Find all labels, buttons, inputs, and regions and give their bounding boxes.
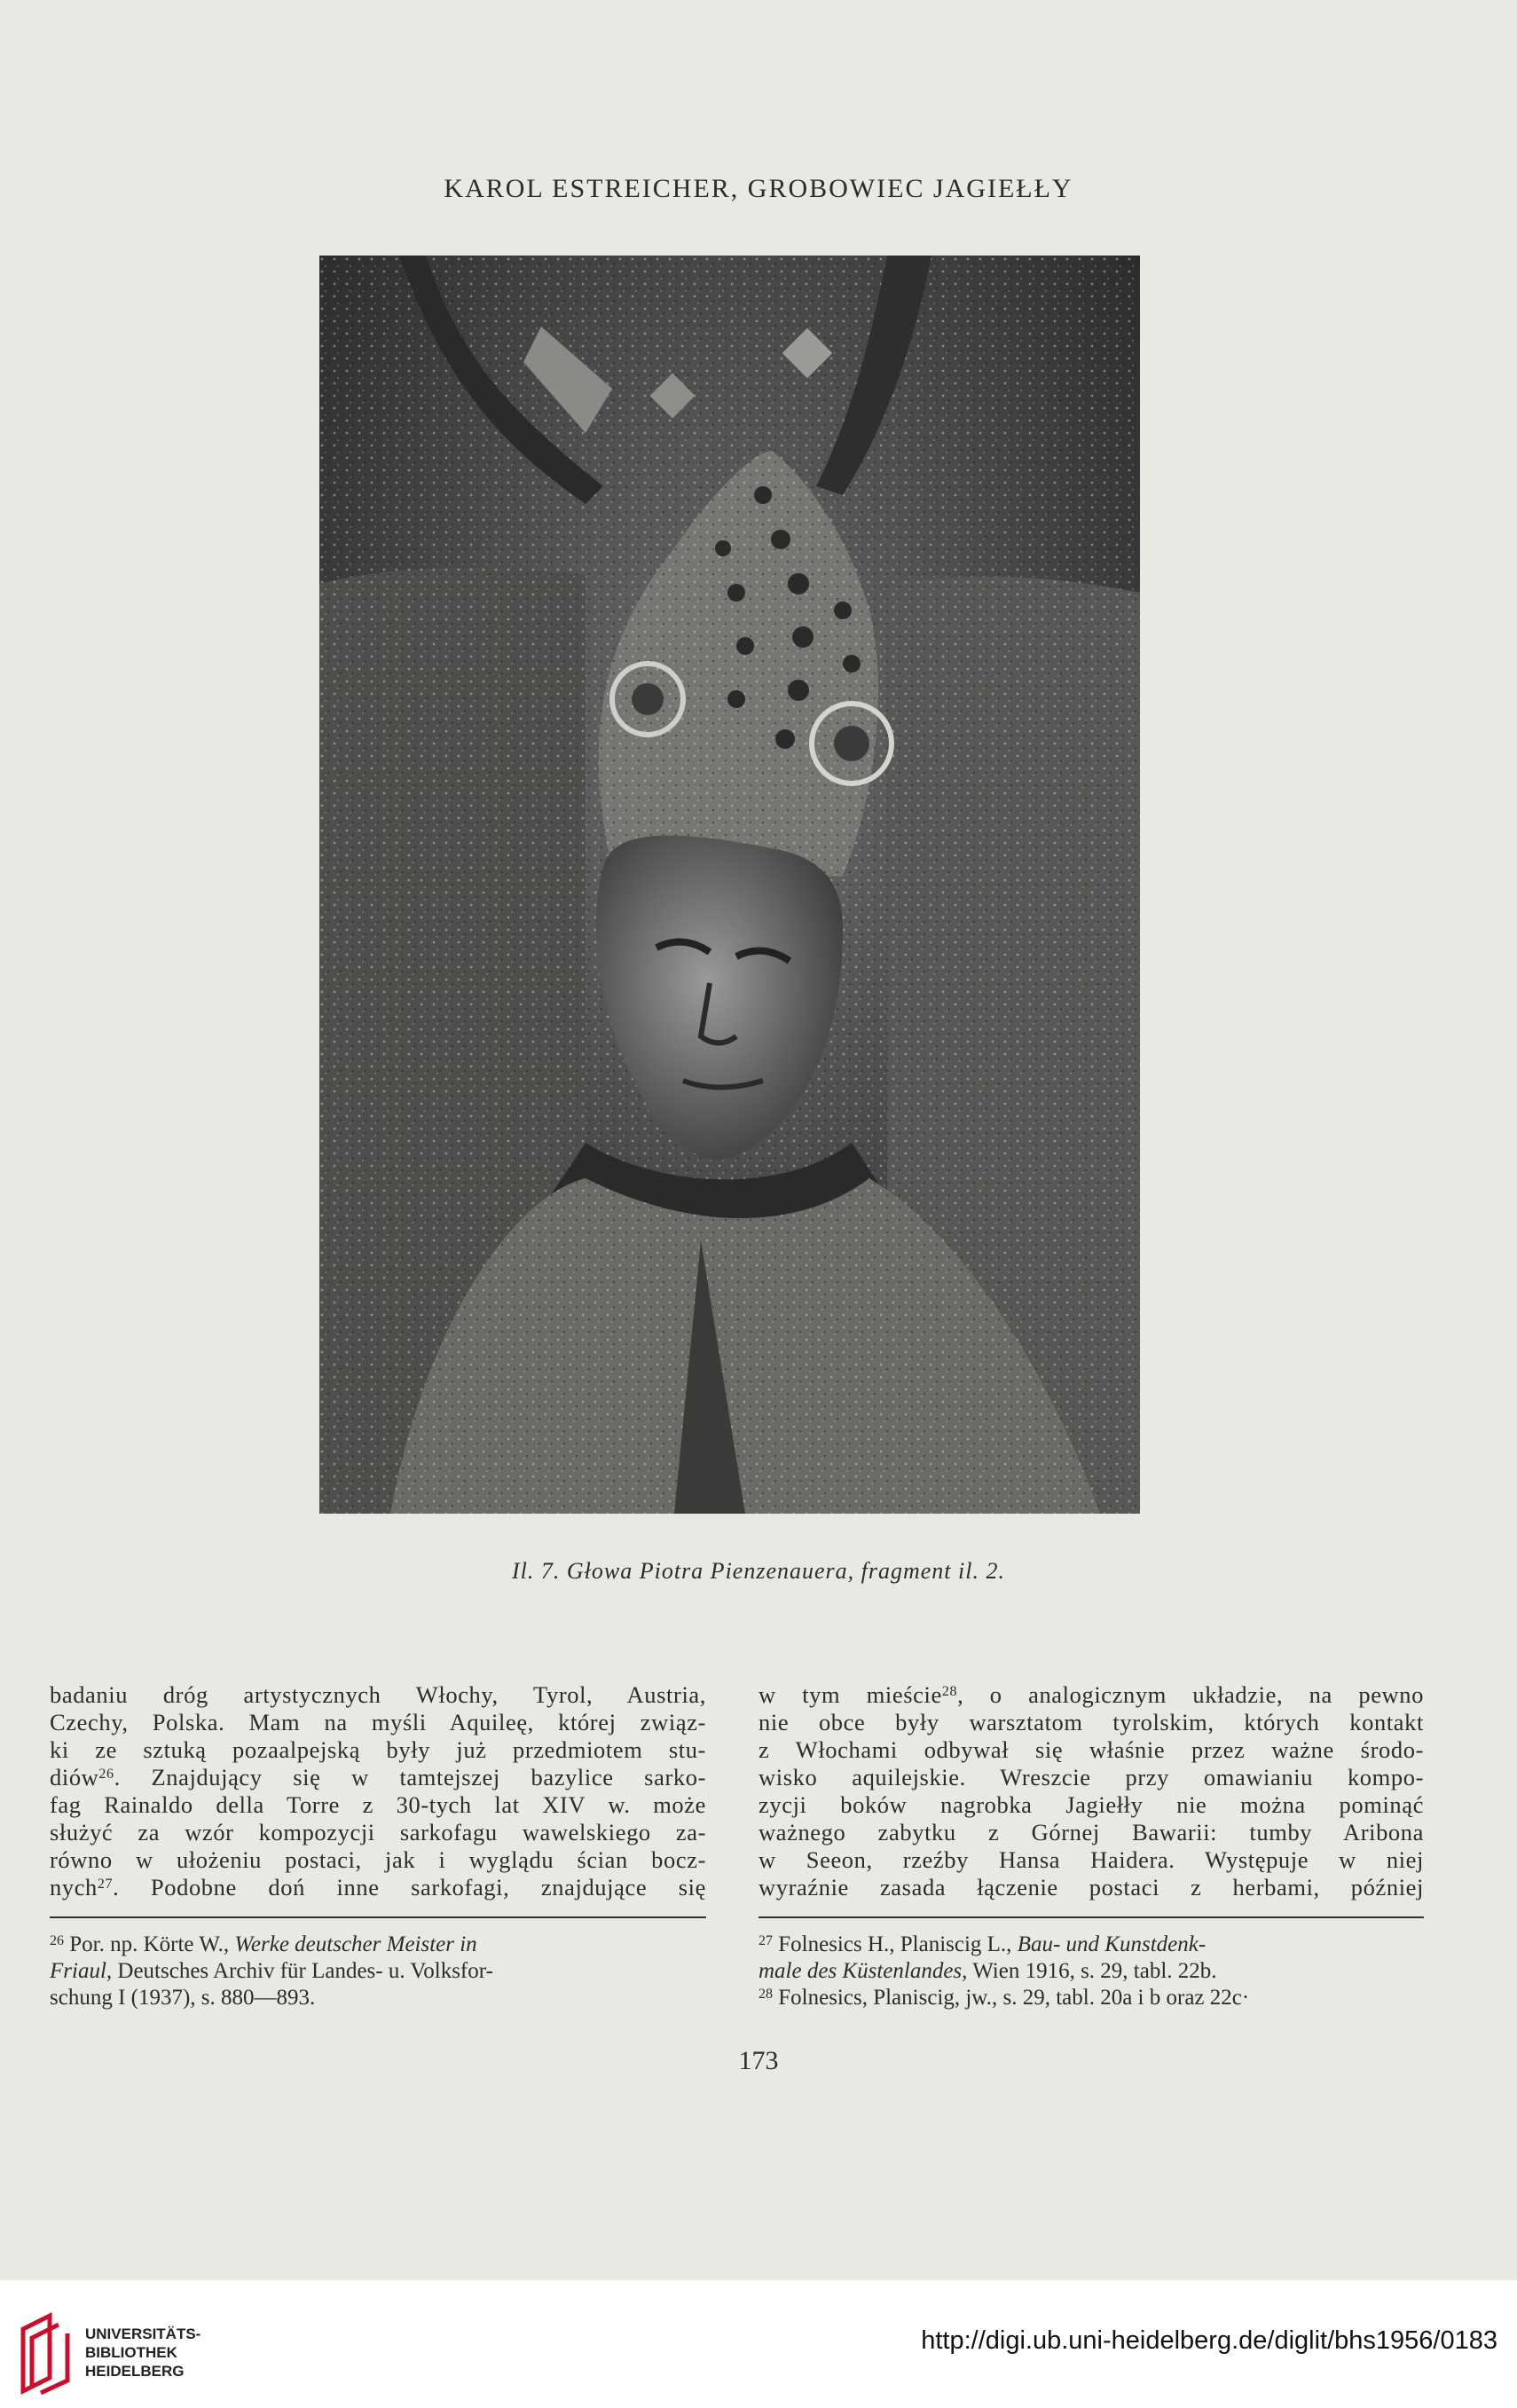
text-column-right [758,1681,1424,1901]
text-line: w Seeon, rzeźby Hansa Haidera. Występuje w niej [758,1846,1424,1873]
photograph [319,256,1140,1514]
text-line: fag Rainaldo della Torre z 30-tych lat XIV w. może [50,1791,706,1818]
text-line: wisko aquilejskie. Wreszcie przy omawianiu kompo- [758,1764,1424,1790]
library-name: UNIVERSITÄTS- BIBLIOTHEK HEIDELBERG [85,2325,201,2380]
text-line: zycji boków nagrobka Jagiełły nie można pominąć [758,1791,1424,1818]
text-line: w tym mieście$^{28}$, o analogicznym układzie, na pewno [758,1681,1424,1708]
figure-caption: Il. 7. Głowa Piotra Pienzenauera, fragment il. 2. [512,1558,1005,1584]
text-line: nych$^{27}$. Podobne doń inne sarkofagi, znajdujące się [50,1874,706,1900]
permalink-url[interactable]: http://digi.ub.uni-heidelberg.de/diglit/bhs1956/0183 [921,2326,1497,2355]
footnote-ref[interactable]: 28 [941,1684,958,1699]
footnote-27: $^{27}$ Folnesics H., Planiscig L., Bau- und Kunstdenk- [758,1932,1207,1956]
footnote-ref[interactable]: 27 [97,1877,114,1892]
footnote-rule-left [50,1916,706,1918]
text-line: Czechy, Polska. Mam na myśli Aquileę, której związ- [50,1709,706,1735]
footer-bar [0,2280,1517,2408]
text-line: służyć za wzór kompozycji sarkofagu wawelskiego za- [50,1819,706,1845]
footnotes-left [50,1932,706,2011]
text-line: równo w ułożeniu postaci, jak i wyglądu ścian bocz- [50,1846,706,1873]
footnote-26-cont: schung I (1937), s. 880—893. [50,1986,316,2010]
text-column-left [50,1681,706,1901]
footnote-26-cont: Friaul, Deutsches Archiv für Landes- u. Volksfor- [50,1959,493,1983]
text-line: nie obce były warsztatom tyrolskim, których kontakt [758,1709,1424,1735]
text-line: z Włochami odbywał się właśnie przez ważne środo- [758,1736,1424,1763]
text-line: ważnego zabytku z Górnej Bawarii: tumby Aribona [758,1819,1424,1845]
page-number: 173 [738,2046,779,2075]
library-logo-icon[interactable] [14,2311,76,2396]
footnote-26: $^{26}$ Por. np. Körte W., Werke deutscher Meister in [50,1932,477,1956]
running-head: KAROL ESTREICHER, GROBOWIEC JAGIEŁŁY [444,174,1073,203]
footnote-27-cont: male des Küstenlandes, Wien 1916, s. 29, tabl. 22b. [758,1959,1217,1983]
footnote-28: $^{28}$ Folnesics, Planiscig, jw., s. 29, tabl. 20a i b oraz 22c· [758,1986,1250,2010]
text-line: wyraźnie zasada łączenie postaci z herbami, później [758,1874,1424,1900]
bishop-sculpture-photo [319,256,1140,1514]
footnote-ref[interactable]: 26 [98,1767,114,1782]
text-line: badaniu dróg artystycznych Włochy, Tyrol, Austria, [50,1681,706,1708]
text-line: diów$^{26}$. Znajdujący się w tamtejszej bazylice sarko- [50,1764,706,1790]
text-line: ki ze sztuką pozaalpejską były już przedmiotem stu- [50,1736,706,1763]
footnote-rule-right [758,1916,1424,1918]
footnotes-right [758,1932,1424,2011]
